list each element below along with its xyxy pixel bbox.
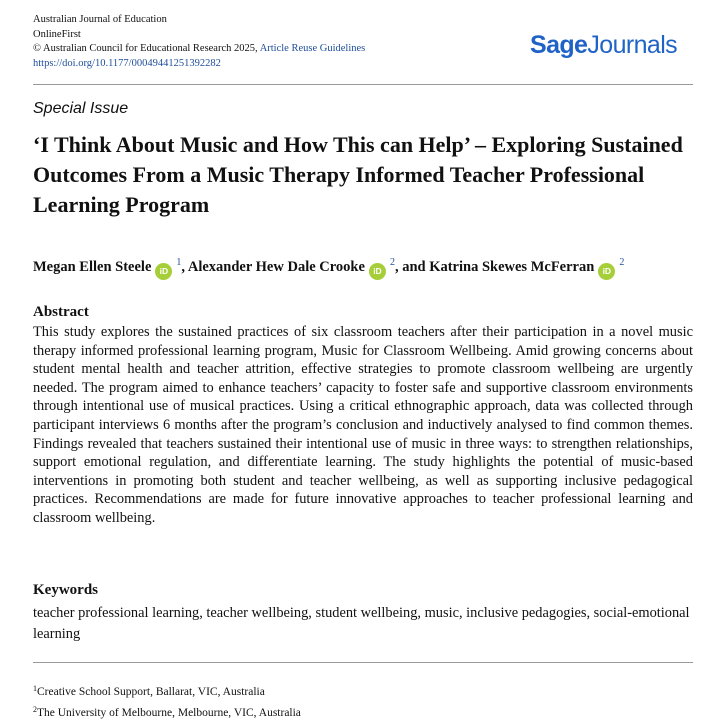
author-separator: , and [394, 259, 426, 275]
affiliation-text: The University of Melbourne, Melbourne, VIC, Australia [37, 707, 301, 719]
author-list [33, 252, 713, 280]
issue-label: Special Issue [33, 100, 129, 117]
orcid-icon[interactable]: iD [369, 263, 386, 280]
copyright-text: © Australian Council for Educational Research 2025, [33, 43, 258, 54]
article-title: ‘I Think About Music and How This can Help’ – Exploring Sustained Outcomes From a Music Therapy Informed Teacher Professional Learning Program [33, 132, 683, 217]
publication-status: OnlineFirst [33, 28, 81, 40]
affiliation-marker[interactable]: 2 [389, 257, 395, 268]
affiliation-footnotes [33, 680, 301, 722]
affiliation-text: Creative School Support, Ballarat, VIC, Australia [37, 686, 265, 698]
affiliation-number: 1 [33, 684, 37, 693]
affiliation-marker[interactable]: 1 [176, 257, 182, 268]
journal-meta [33, 13, 365, 71]
keywords-text: teacher professional learning, teacher wellbeing, student wellbeing, music, inclusive pedagogies, social-emotional learning [33, 605, 690, 642]
affiliation-item [33, 701, 301, 722]
logo-sage-text: Sage [530, 31, 588, 59]
footnote-divider [33, 662, 693, 663]
sage-journals-logo[interactable] [530, 28, 677, 62]
orcid-icon[interactable]: iD [598, 263, 615, 280]
keywords-heading: Keywords [33, 582, 98, 598]
abstract-text: This study explores the sustained practices of six classroom teachers after their participation in a novel music therapy informed professional learning program, Music for Classroom Wellbeing. Amid growing concerns about student mental health and teacher attrition, effective strategies to promote classroom wellbeing are urgently needed. The program aimed to enhance teachers’ capacity to foster safe and supportive classroom environments through intentional use of musical practices. Using a critical ethnographic approach, data was collected through participant interviews 6 months after the program’s conclusion and inductively analysed to find common themes. Findings revealed that teachers sustained their intentional use of music in three ways: to strengthen relationships, support emotional regulation, and differentiate learning. The study highlights the potential of music-based interventions in promoting both student and teacher wellbeing, as well as supporting inclusive pedagogical practices. Recommendations are made for future innovative approaches to teacher professional learning and classroom wellbeing. [33, 324, 693, 526]
header-divider [33, 84, 693, 85]
abstract-heading: Abstract [33, 304, 89, 320]
logo-journals-text: Journals [587, 31, 678, 59]
affiliation-number: 2 [33, 705, 37, 714]
author-separator: , [181, 259, 186, 275]
doi-link[interactable]: https://doi.org/10.1177/00049441251392282 [33, 57, 221, 69]
orcid-icon[interactable]: iD [155, 263, 172, 280]
copyright-line [33, 42, 365, 57]
affiliation-marker[interactable]: 2 [619, 257, 625, 268]
reuse-guidelines-link[interactable]: Article Reuse Guidelines [259, 43, 366, 54]
author-name[interactable]: Megan Ellen Steele [33, 259, 152, 275]
author-name[interactable]: Alexander Hew Dale Crooke [187, 259, 365, 275]
journal-name: Australian Journal of Education [33, 14, 167, 25]
affiliation-item [33, 680, 301, 701]
author-name[interactable]: Katrina Skewes McFerran [429, 259, 595, 275]
